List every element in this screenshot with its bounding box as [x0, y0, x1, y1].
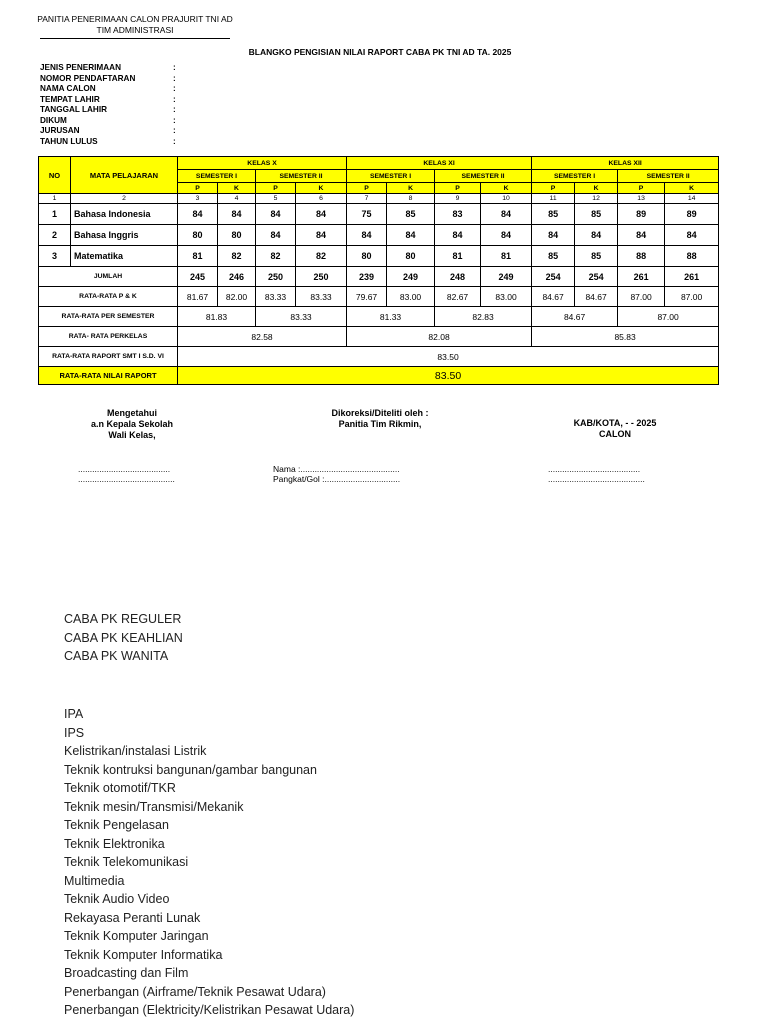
- dot-line: .......................................: [548, 464, 641, 474]
- subject-name: Bahasa Indonesia: [71, 204, 178, 225]
- grade-cell: 84: [256, 225, 296, 246]
- pk-header: K: [296, 183, 347, 194]
- grade-cell: 80: [218, 225, 256, 246]
- grade-cell: 84: [178, 204, 218, 225]
- left-signature-line: [78, 464, 175, 484]
- list-item: Teknik Komputer Jaringan: [64, 929, 209, 943]
- right-signature-line: [548, 464, 645, 484]
- column-number: 8: [387, 194, 435, 204]
- list-item: CABA PK REGULER: [64, 612, 182, 626]
- total-cell: 250: [256, 267, 296, 287]
- signature-text: KAB/KOTA, - - 2025: [573, 418, 657, 428]
- total-cell: 239: [347, 267, 387, 287]
- class-xi-header: KELAS XI: [347, 157, 532, 170]
- field-row: NAMA CALON :: [40, 84, 176, 93]
- class-x-header: KELAS X: [178, 157, 347, 170]
- semester-header: SEMESTER II: [618, 170, 719, 183]
- dot-line: .........................................: [548, 474, 645, 484]
- grade-cell: 81: [435, 246, 481, 267]
- grade-cell: 84: [296, 225, 347, 246]
- list-item: Teknik otomotif/TKR: [64, 781, 176, 795]
- grade-cell: 84: [481, 204, 532, 225]
- total-cell: 248: [435, 267, 481, 287]
- list-item: Teknik Komputer Informatika: [64, 947, 223, 962]
- total-cell: 249: [387, 267, 435, 287]
- signature-text: CALON: [599, 429, 631, 439]
- grade-cell: 84: [256, 204, 296, 225]
- subject-name: Matematika: [71, 246, 178, 267]
- field-row: NOMOR PENDAFTARAN :: [40, 73, 176, 83]
- total-row: [39, 267, 719, 287]
- grade-cell: 84: [575, 225, 618, 246]
- pk-header: P: [178, 183, 218, 194]
- column-number: 3: [178, 194, 218, 204]
- list-item: Teknik Audio Video: [64, 892, 170, 906]
- average-cell: 87.00: [618, 287, 665, 307]
- list-item: Teknik Telekomunikasi: [64, 855, 189, 869]
- average-semester-row: [39, 307, 719, 327]
- total-cell: 261: [618, 267, 665, 287]
- grade-cell: 85: [575, 204, 618, 225]
- row-number: 3: [39, 246, 71, 267]
- grade-cell: 85: [575, 246, 618, 267]
- final-grade-value: 83.50: [178, 367, 719, 385]
- column-number-row: [39, 194, 719, 204]
- column-number: 6: [296, 194, 347, 204]
- column-number: 12: [575, 194, 618, 204]
- grade-table: [38, 156, 719, 385]
- row-number: 2: [39, 225, 71, 246]
- signature-text: Panitia Tim Rikmin,: [338, 419, 422, 429]
- grade-cell: 84: [387, 225, 435, 246]
- signature-middle: [300, 408, 460, 430]
- signature-left: [62, 408, 202, 441]
- grade-cell: 85: [532, 204, 575, 225]
- grade-cell: 84: [618, 225, 665, 246]
- average-cell: 84.67: [575, 287, 618, 307]
- class-average-cell: 82.08: [347, 327, 532, 347]
- final-grade-row: [39, 367, 719, 385]
- field-row: TANGGAL LAHIR :: [40, 105, 176, 114]
- average-cell: 84.67: [532, 287, 575, 307]
- semester-header: SEMESTER I: [347, 170, 435, 183]
- semester-average-cell: 82.83: [435, 307, 532, 327]
- average-raport-row: [39, 347, 719, 367]
- average-cell: 81.67: [178, 287, 218, 307]
- average-cell: 83.00: [387, 287, 435, 307]
- pk-header: K: [575, 183, 618, 194]
- subject-name: Bahasa Inggris: [71, 225, 178, 246]
- list-item: Multimedia: [64, 873, 125, 888]
- semester-average-cell: 84.67: [532, 307, 618, 327]
- class-average-cell: 85.83: [532, 327, 719, 347]
- semester-average-cell: 81.33: [347, 307, 435, 327]
- grade-cell: 84: [481, 225, 532, 246]
- grade-cell: 84: [218, 204, 256, 225]
- dot-line: .......................................: [78, 464, 171, 474]
- rank-field: Pangkat/Gol :................................: [273, 474, 401, 484]
- average-class-label: RATA- RATA PERKELAS: [39, 327, 178, 347]
- average-cell: 82.00: [218, 287, 256, 307]
- header-divider: [40, 38, 230, 39]
- list-item: Broadcasting dan Film: [64, 966, 189, 980]
- signature-text: a.n Kepala Sekolah: [90, 419, 174, 429]
- name-field: Nama :..........................................: [273, 464, 400, 474]
- list-item: Kelistrikan/instalasi Listrik: [64, 744, 207, 758]
- grade-cell: 80: [387, 246, 435, 267]
- jenis-penerimaan-list: [64, 610, 183, 666]
- field-row: DIKUM :: [40, 115, 176, 125]
- raport-average-cell: 83.50: [178, 347, 719, 367]
- list-item: Rekayasa Peranti Lunak: [64, 910, 201, 925]
- pk-header: K: [387, 183, 435, 194]
- jurusan-list: [64, 705, 354, 1020]
- grade-cell: 75: [347, 204, 387, 225]
- grade-cell: 88: [665, 246, 719, 267]
- pk-header: K: [481, 183, 532, 194]
- grade-cell: 84: [296, 204, 347, 225]
- field-row: TAHUN LULUS :: [40, 136, 176, 146]
- column-number: 4: [218, 194, 256, 204]
- table-row: [39, 204, 719, 225]
- field-row: JURUSAN :: [40, 126, 176, 135]
- list-item: Teknik Elektronika: [64, 836, 165, 851]
- column-number: 5: [256, 194, 296, 204]
- semester-average-cell: 81.83: [178, 307, 256, 327]
- column-number: 7: [347, 194, 387, 204]
- pk-header: P: [347, 183, 387, 194]
- column-number: 13: [618, 194, 665, 204]
- semester-average-cell: 87.00: [618, 307, 719, 327]
- average-pk-label: RATA-RATA P & K: [39, 287, 178, 307]
- dot-line: .........................................: [78, 474, 175, 484]
- average-class-row: [39, 327, 719, 347]
- grade-cell: 82: [296, 246, 347, 267]
- org-header: [0, 14, 270, 36]
- grade-cell: 81: [481, 246, 532, 267]
- list-item: CABA PK KEAHLIAN: [64, 630, 183, 645]
- grade-cell: 83: [435, 204, 481, 225]
- column-number: 9: [435, 194, 481, 204]
- average-cell: 87.00: [665, 287, 719, 307]
- grade-cell: 82: [218, 246, 256, 267]
- total-cell: 254: [575, 267, 618, 287]
- list-item: Teknik Pengelasan: [64, 818, 169, 832]
- pk-header: P: [435, 183, 481, 194]
- table-row: [39, 246, 719, 267]
- column-number: 2: [71, 194, 178, 204]
- document-title: BLANGKO PENGISIAN NILAI RAPORT CABA PK TNI AD TA. 2025: [248, 47, 512, 57]
- semester-header: SEMESTER I: [178, 170, 256, 183]
- pk-header: P: [532, 183, 575, 194]
- pk-header: K: [665, 183, 719, 194]
- list-item: CABA PK WANITA: [64, 649, 169, 663]
- table-row: [39, 225, 719, 246]
- grade-cell: 82: [256, 246, 296, 267]
- signature-text: Dikoreksi/Diteliti oleh :: [331, 408, 429, 418]
- list-item: Penerbangan (Airframe/Teknik Pesawat Udara): [64, 984, 326, 999]
- field-row: JENIS PENERIMAAN :: [40, 63, 176, 72]
- average-semester-label: RATA-RATA PER SEMESTER: [39, 307, 178, 327]
- grade-cell: 89: [618, 204, 665, 225]
- list-item: Penerbangan (Elektricity/Kelistrikan Pesawat Udara): [64, 1003, 355, 1017]
- grade-cell: 80: [347, 246, 387, 267]
- average-cell: 83.33: [256, 287, 296, 307]
- grade-cell: 84: [435, 225, 481, 246]
- total-cell: 261: [665, 267, 719, 287]
- class-average-cell: 82.58: [178, 327, 347, 347]
- average-cell: 79.67: [347, 287, 387, 307]
- list-item: Teknik kontruksi bangunan/gambar bangunan: [64, 762, 317, 777]
- grade-cell: 84: [347, 225, 387, 246]
- total-cell: 250: [296, 267, 347, 287]
- pk-header: P: [256, 183, 296, 194]
- average-raport-label: RATA-RATA RAPORT SMT I S.D. VI: [39, 347, 178, 367]
- column-number: 1: [39, 194, 71, 204]
- total-label: JUMLAH: [39, 267, 178, 287]
- semester-average-cell: 83.33: [256, 307, 347, 327]
- grade-cell: 81: [178, 246, 218, 267]
- average-cell: 82.67: [435, 287, 481, 307]
- grade-cell: 88: [618, 246, 665, 267]
- class-xii-header: KELAS XII: [532, 157, 719, 170]
- total-cell: 245: [178, 267, 218, 287]
- signature-right: [525, 418, 705, 440]
- col-no-header: NO: [39, 157, 71, 194]
- row-number: 1: [39, 204, 71, 225]
- grade-cell: 85: [387, 204, 435, 225]
- column-number: 10: [481, 194, 532, 204]
- final-grade-label: RATA-RATA NILAI RAPORT: [39, 367, 178, 385]
- grade-cell: 84: [532, 225, 575, 246]
- list-item: Teknik mesin/Transmisi/Mekanik: [64, 799, 244, 814]
- average-cell: 83.00: [481, 287, 532, 307]
- list-item: IPS: [64, 725, 85, 740]
- semester-header: SEMESTER II: [256, 170, 347, 183]
- column-number: 11: [532, 194, 575, 204]
- average-cell: 83.33: [296, 287, 347, 307]
- total-cell: 254: [532, 267, 575, 287]
- semester-header: SEMESTER II: [435, 170, 532, 183]
- signature-text: Mengetahui: [106, 408, 157, 418]
- grade-cell: 89: [665, 204, 719, 225]
- col-subject-header: MATA PELAJARAN: [71, 157, 178, 194]
- org-line-1: PANITIA PENERIMAAN CALON PRAJURIT TNI AD: [37, 14, 233, 24]
- grade-cell: 80: [178, 225, 218, 246]
- total-cell: 249: [481, 267, 532, 287]
- pk-header: K: [218, 183, 256, 194]
- pk-header: P: [618, 183, 665, 194]
- grade-cell: 84: [665, 225, 719, 246]
- signature-text: Wali Kelas,: [108, 430, 156, 440]
- middle-signature-fields: [273, 464, 400, 484]
- total-cell: 246: [218, 267, 256, 287]
- list-item: IPA: [64, 707, 84, 721]
- semester-header: SEMESTER I: [532, 170, 618, 183]
- applicant-fields: [40, 63, 176, 147]
- org-line-2: TIM ADMINISTRASI: [96, 25, 174, 35]
- field-row: TEMPAT LAHIR :: [40, 94, 176, 104]
- grade-cell: 85: [532, 246, 575, 267]
- column-number: 14: [665, 194, 719, 204]
- average-pk-row: [39, 287, 719, 307]
